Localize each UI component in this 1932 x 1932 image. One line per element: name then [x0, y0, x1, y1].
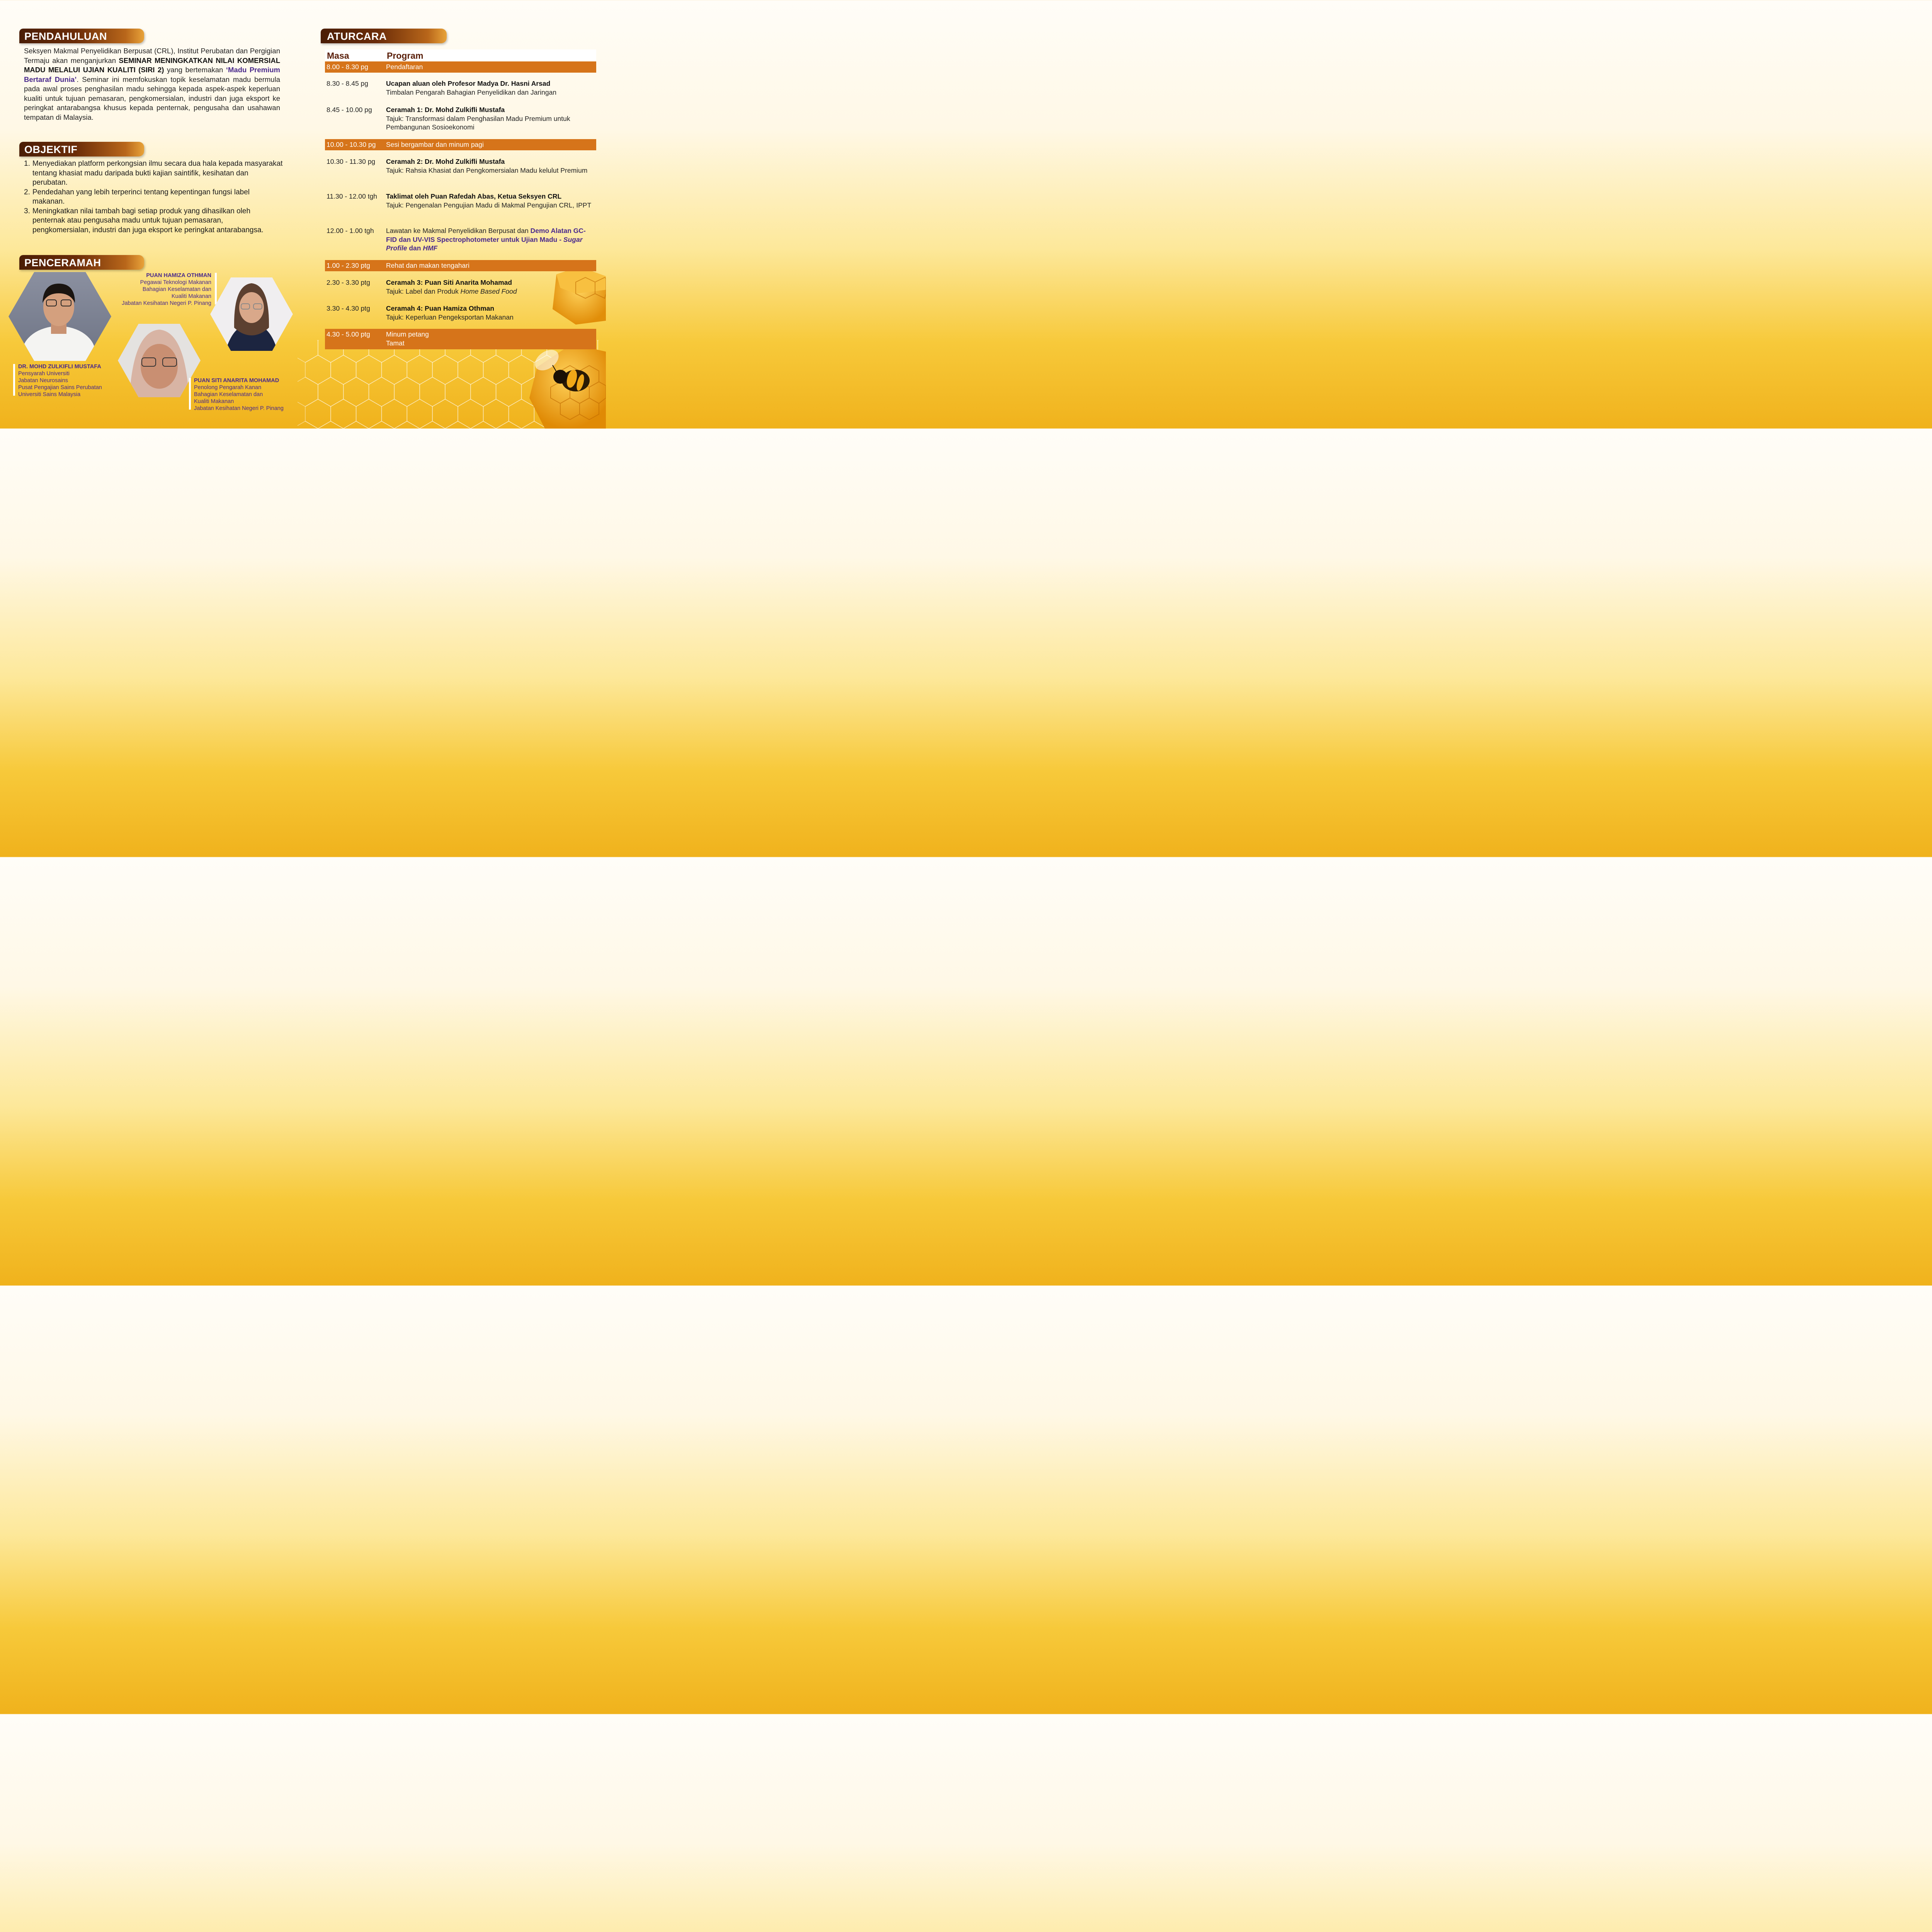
speaker-info-anarita: PUAN SITI ANARITA MOHAMAD Penolong Pengarah Kanan Bahagian Keselamatan dan Kualiti Makanan Jabatan Kesihatan Negeri P. Pinang — [194, 378, 284, 412]
schedule-row: 12.00 - 1.00 tgh Lawatan ke Makmal Penyelidikan Berpusat dan Demo Alatan GC-FID dan UV-VIS Spectrophotometer untuk Ujian Madu - Sugar Profile dan HMF — [327, 227, 586, 252]
schedule-header-row — [325, 49, 596, 61]
schedule-row: 2.30 - 3.30 ptg Ceramah 3: Puan Siti Anarita Mohamad Tajuk: Label dan Produk Home Based Food — [327, 279, 517, 295]
intro-paragraph: Seksyen Makmal Penyelidikan Berpusat (CRL), Institut Perubatan dan Pergigian Termaju akan menganjurkan SEMINAR MENINGKATKAN NILAI KOMERSIAL MADU MELALUI UJIAN KUALITI (SIRI 2) yang bertemakan ‘Madu Premium Bertaraf Dunia’. Seminar ini memfokuskan topik keselamatan madu bermula pada awal proses penghasilan madu sehingga kepada aspek-aspek keperluan kualiti untuk tujuan pemasaran, pengkomersialan, industri dan juga eksport ke peringkat antarabangsa khusus kepada penternak, pengusaha dan usahawan tempatan di Malaysia. — [24, 47, 281, 121]
speaker-divider — [189, 378, 191, 410]
speaker-info-hamiza: PUAN HAMIZA OTHMAN Pegawai Teknologi Makanan Bahagian Keselamatan dan Kualiti Makanan Jabatan Kesihatan Negeri P. Pinang — [122, 272, 211, 306]
speaker-divider — [13, 364, 15, 396]
schedule-row: 8.00 - 8.30 pg Pendaftaran — [325, 61, 596, 73]
schedule-row: 11.30 - 12.00 tgh Taklimat oleh Puan Rafedah Abas, Ketua Seksyen CRL Tajuk: Pengenalan Pengujian Madu di Makmal Pengujian CRL, IPPT — [327, 192, 592, 209]
objective-item: 1. Menyediakan platform perkongsian ilmu secara dua hala kepada masyarakat tentang khasiat madu daripada bukti kajian saintifik, kesihatan dan perubatan. — [24, 160, 283, 187]
speaker-info-zulkifli: DR. MOHD ZULKIFLI MUSTAFA Pensyarah Universiti Jabatan Neurosains Pusat Pengajian Sains Perubatan Universiti Sains Malaysia — [18, 364, 102, 398]
speaker-photo-zulkifli — [9, 272, 111, 361]
section-header-pendahuluan: PENDAHULUAN — [19, 29, 144, 43]
speaker-photo-anarita — [118, 324, 201, 397]
schedule-row: 8.45 - 10.00 pg Ceramah 1: Dr. Mohd Zulkifli Mustafa Tajuk: Transformasi dalam Penghasilan Madu Premium untuk Pembangunan Sosioekonomi — [327, 106, 570, 131]
speaker-photo-hamiza — [210, 277, 293, 351]
column-header-masa: Masa — [327, 51, 349, 61]
objective-item: 2. Pendedahan yang lebih terperinci tentang kepentingan fungsi label makanan. — [24, 188, 250, 206]
section-header-objektif: OBJEKTIF — [19, 142, 144, 156]
schedule-row: 10.00 - 10.30 pg Sesi bergambar dan minum pagi — [325, 139, 596, 150]
objectives-list — [24, 159, 283, 235]
schedule-row: 10.30 - 11.30 pg Ceramah 2: Dr. Mohd Zulkifli Mustafa Tajuk: Rahsia Khasiat dan Pengkomersialan Madu kelulut Premium — [327, 158, 588, 174]
seminar-theme: ‘Madu Premium Bertaraf Dunia’ — [24, 66, 281, 83]
schedule-row: 1.00 - 2.30 ptg Rehat dan makan tengahari — [325, 260, 596, 271]
section-header-aturcara: ATURCARA — [321, 29, 447, 43]
schedule-row: 3.30 - 4.30 ptg Ceramah 4: Puan Hamiza Othman Tajuk: Keperluan Pengeksportan Makanan — [327, 304, 514, 321]
column-header-program: Program — [387, 51, 423, 61]
schedule-row: 8.30 - 8.45 pg Ucapan aluan oleh Profesor Madya Dr. Hasni Arsad Timbalan Pengarah Bahagian Penyelidikan dan Jaringan — [327, 80, 557, 96]
speaker-divider — [215, 273, 217, 304]
objective-item: 3. Meningkatkan nilai tambah bagi setiap produk yang dihasilkan oleh penternak atau pengusaha madu untuk tujuan pemasaran, pengkomersialan, industri dan juga eksport ke peringkat antarabangsa. — [24, 207, 264, 234]
schedule-row: 4.30 - 5.00 ptg Minum petang Tamat — [325, 329, 596, 349]
section-header-penceramah: PENCERAMAH — [19, 255, 144, 270]
schedule-table — [325, 49, 596, 351]
seminar-title: SEMINAR MENINGKATKAN NILAI KOMERSIAL MADU MELALUI UJIAN KUALITI (SIRI 2) — [24, 56, 280, 74]
